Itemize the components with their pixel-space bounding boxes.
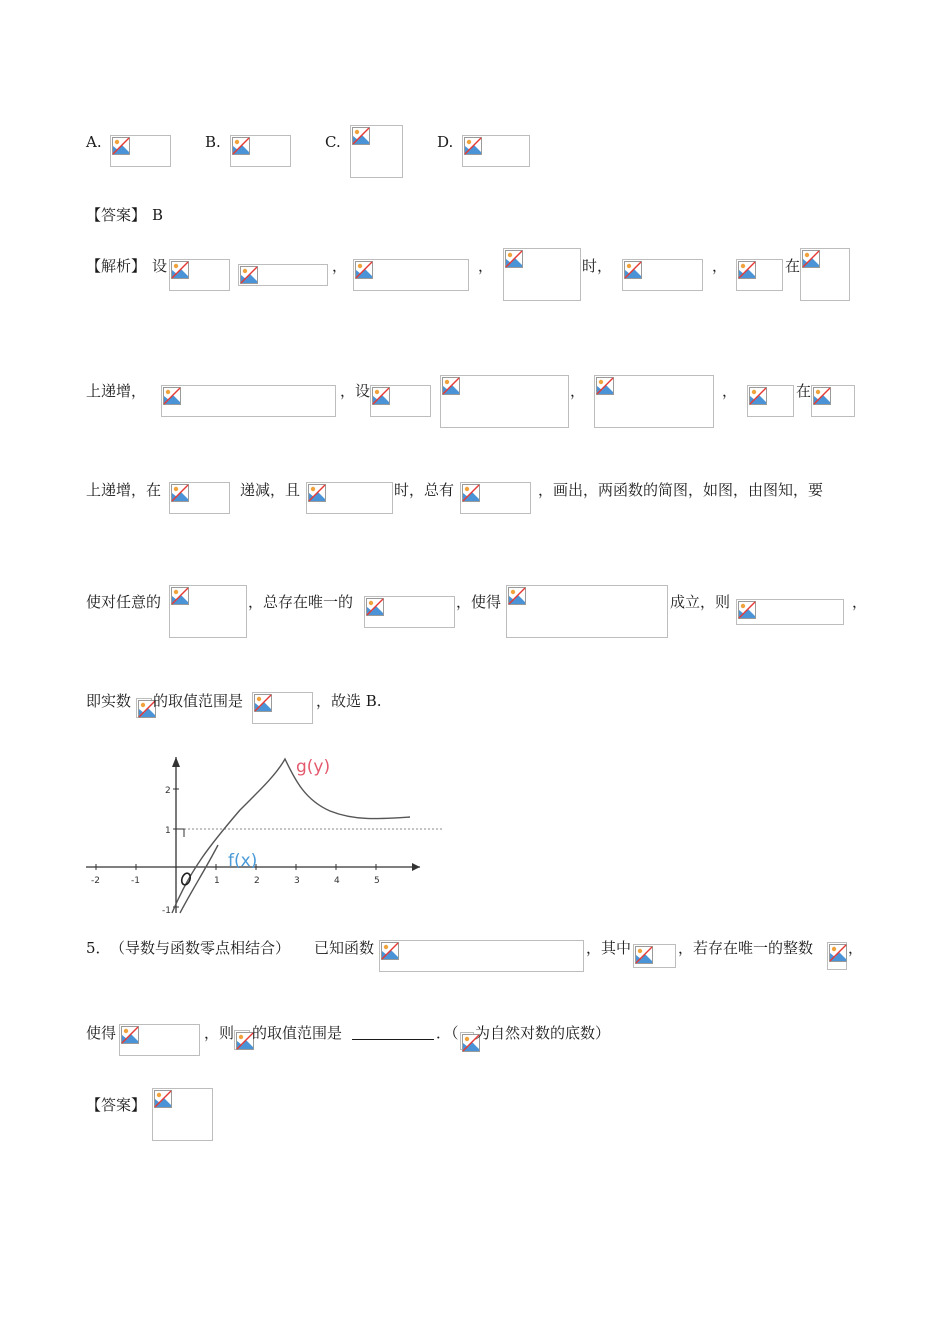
option-a-label: A. (86, 133, 102, 151)
question-text: ，则 (204, 1024, 235, 1042)
formula-image (827, 942, 847, 970)
x-tick-label: -1 (131, 876, 140, 886)
option-c-label: C. (325, 133, 341, 151)
broken-image-icon (442, 377, 460, 395)
formula-image (460, 1032, 474, 1050)
option-d-label: D. (437, 133, 454, 151)
formula-image (119, 1024, 200, 1056)
question-tag: （导数与函数零点相结合） (110, 939, 291, 957)
x-tick-label: -2 (91, 876, 100, 886)
analysis-text: ，画出，两函数的简图，如图，由图知，要 (538, 481, 824, 499)
analysis-text: 设 (152, 257, 168, 275)
broken-image-icon (254, 694, 272, 712)
formula-image (800, 248, 850, 301)
question-text: 使得 (86, 1024, 117, 1042)
analysis-text: ， (478, 257, 494, 275)
broken-image-icon (352, 127, 370, 145)
broken-image-icon (112, 137, 130, 155)
analysis-text: 上递增，在 (86, 481, 162, 499)
broken-image-icon (802, 250, 820, 268)
broken-image-icon (163, 387, 181, 405)
analysis-text: ，总存在唯一的 (248, 593, 354, 611)
g-curve (172, 759, 410, 913)
formula-image (136, 698, 152, 718)
formula-image (364, 596, 455, 628)
answer-image (152, 1088, 213, 1141)
formula-image (238, 264, 328, 286)
analysis-text: ，使得 (456, 593, 502, 611)
option-b-label: B. (205, 133, 221, 151)
answer-label: 【答案】 (86, 206, 147, 224)
question-text: ， (848, 939, 864, 957)
formula-image (169, 482, 230, 514)
question-text: 的取值范围是 (252, 1024, 343, 1042)
question-text: ．（ (436, 1024, 459, 1042)
analysis-text: ， (332, 257, 348, 275)
analysis-text: 成立，则 (670, 593, 731, 611)
y-tick-label: -1 (162, 906, 171, 916)
analysis-text: 的取值范围是 (153, 692, 244, 710)
broken-image-icon (171, 484, 189, 502)
x-tick-label: 5 (374, 876, 380, 886)
broken-image-icon (738, 261, 756, 279)
f-curve (180, 845, 218, 913)
broken-image-icon (624, 261, 642, 279)
g-label: g(y) (296, 757, 331, 777)
broken-image-icon (505, 250, 523, 268)
x-tick-label: 4 (334, 876, 340, 886)
analysis-text: ， (852, 593, 868, 611)
analysis-text: ，设 (340, 382, 371, 400)
y-tick-label: 1 (165, 826, 171, 836)
formula-image (506, 585, 668, 638)
broken-image-icon (154, 1090, 172, 1108)
question-text: 已知函数 (314, 939, 375, 957)
formula-image (622, 259, 703, 291)
formula-image (306, 482, 393, 514)
analysis-text: 时， (582, 257, 613, 275)
option-d-image (462, 135, 530, 167)
formula-image (633, 944, 676, 968)
analysis-text: ， (712, 257, 728, 275)
broken-image-icon (171, 261, 189, 279)
option-c-image (350, 125, 403, 178)
broken-image-icon (355, 261, 373, 279)
broken-image-icon (240, 266, 258, 284)
answer-blank[interactable] (352, 1038, 434, 1040)
broken-image-icon (813, 387, 831, 405)
formula-image (252, 692, 313, 724)
broken-image-icon (508, 587, 526, 605)
analysis-text: ， (570, 382, 586, 400)
y-tick-label: 2 (165, 786, 171, 796)
broken-image-icon (596, 377, 614, 395)
broken-image-icon (738, 601, 756, 619)
formula-image (353, 259, 469, 291)
x-tick-label: 2 (254, 876, 260, 886)
option-a-image (110, 135, 171, 167)
broken-image-icon (171, 587, 189, 605)
analysis-label: 【解析】 (86, 257, 147, 275)
broken-image-icon (232, 137, 250, 155)
analysis-text: 时，总有 (394, 481, 455, 499)
broken-image-icon (372, 387, 390, 405)
x-tick-label: 1 (214, 876, 220, 886)
formula-image (370, 385, 431, 417)
broken-image-icon (366, 598, 384, 616)
option-b-image (230, 135, 291, 167)
broken-image-icon (381, 942, 399, 960)
y-axis-arrow-icon (172, 757, 180, 767)
formula-image (234, 1030, 250, 1050)
analysis-text: ，故选 B. (316, 692, 382, 710)
formula-image (736, 259, 783, 291)
formula-image (169, 585, 247, 638)
analysis-text: 使对任意的 (86, 593, 162, 611)
answer-value: B (152, 206, 164, 224)
formula-image (736, 599, 844, 625)
broken-image-icon (749, 387, 767, 405)
broken-image-icon (829, 944, 847, 962)
question-text: ，其中 (586, 939, 632, 957)
analysis-text: 上递增， (86, 382, 147, 400)
formula-image (594, 375, 714, 428)
formula-image (161, 385, 336, 417)
x-axis-arrow-icon (412, 863, 420, 871)
analysis-text: 在 (796, 382, 812, 400)
formula-image (169, 259, 230, 291)
formula-image (811, 385, 855, 417)
broken-image-icon (121, 1026, 139, 1044)
formula-image (440, 375, 569, 428)
question-number: 5． (86, 939, 111, 957)
corner-mark (176, 829, 184, 837)
broken-image-icon (635, 946, 653, 964)
broken-image-icon (462, 484, 480, 502)
analysis-text: ， (722, 382, 738, 400)
x-tick-label: 3 (294, 876, 300, 886)
broken-image-icon (308, 484, 326, 502)
analysis-text: 在 (785, 257, 801, 275)
analysis-text: 递减，且 (240, 481, 301, 499)
formula-image (379, 940, 584, 972)
analysis-text: 即实数 (86, 692, 132, 710)
f-label: f(x) (228, 851, 258, 871)
formula-image (503, 248, 581, 301)
formula-image (747, 385, 794, 417)
formula-image (460, 482, 531, 514)
question-text: 为自然对数的底数） (475, 1024, 611, 1042)
function-graph (80, 745, 450, 917)
origin-mark (180, 872, 192, 886)
question-text: ，若存在唯一的整数 (678, 939, 814, 957)
answer-label: 【答案】 (86, 1096, 147, 1114)
broken-image-icon (464, 137, 482, 155)
